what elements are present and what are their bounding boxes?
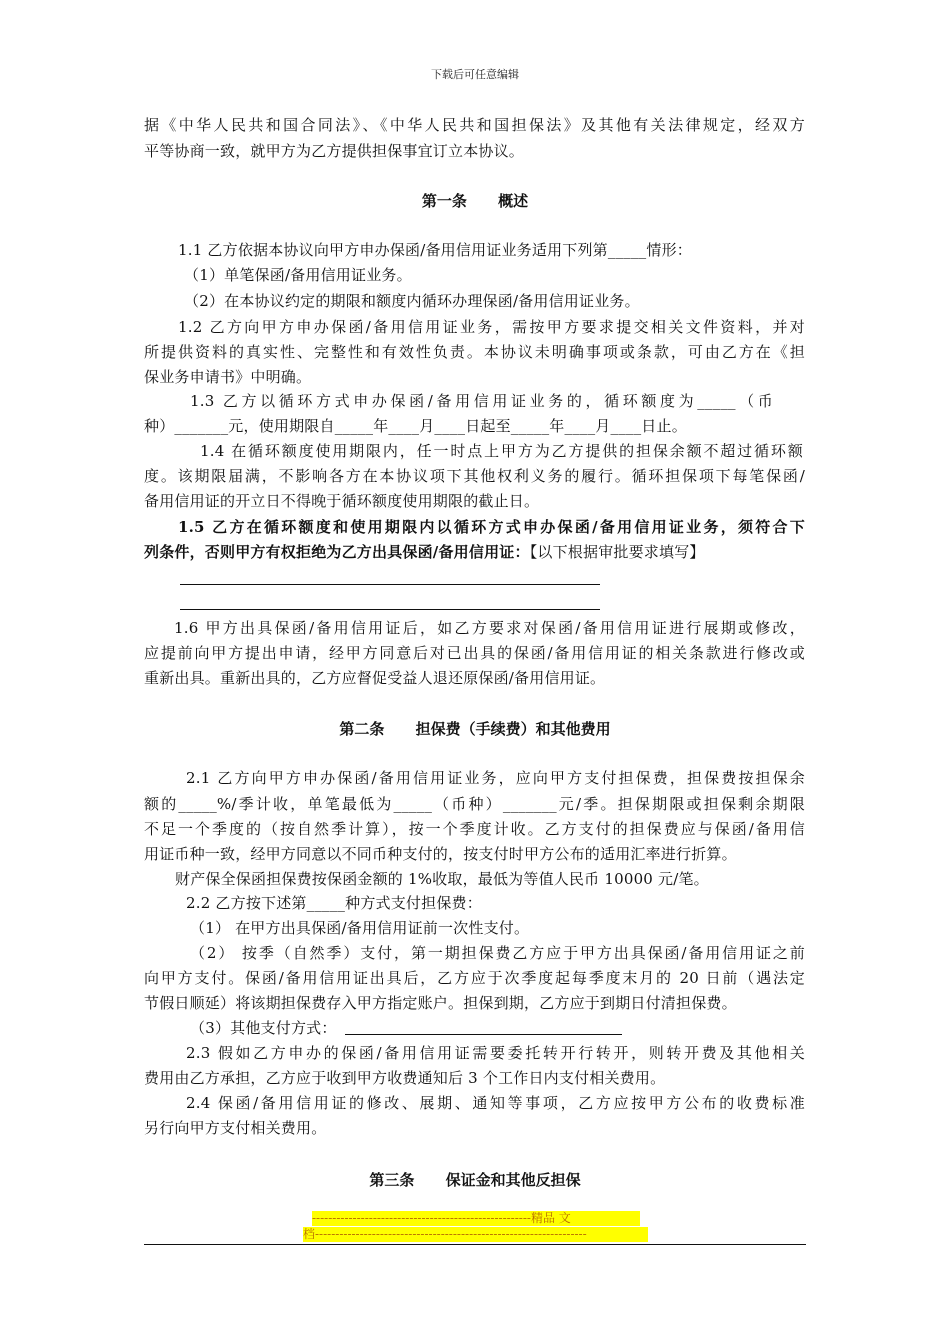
clause-1-1-option-2: （2）在本协议约定的期限和额度内循环办理保函/备用信用证业务。 <box>184 292 640 310</box>
fill-in-line-3 <box>345 1034 622 1035</box>
intro-line-1: 据《中华人民共和国合同法》、《中华人民共和国担保法》及其他有关法律规定，经双方 <box>144 116 805 134</box>
page-bottom-rule <box>144 1244 806 1245</box>
clause-1-5-line-2 <box>144 542 705 562</box>
clause-1-6-line-1: 1.6 甲方出具保函/备用信用证后，如乙方要求对保函/备用信用证进行展期或修改， <box>174 619 805 637</box>
clause-2-1-line-3: 不足一个季度的（按自然季计算），按一个季度计收。乙方支付的担保费应与保函/备用信 <box>144 820 805 838</box>
article-2-heading: 第二条 担保费（手续费）和其他费用 <box>339 720 611 738</box>
clause-2-1-line-1: 2.1 乙方向甲方申办保函/备用信用证业务，应向甲方支付担保费，担保费按担保余 <box>186 769 805 787</box>
intro-line-2: 平等协商一致，就甲方为乙方提供担保事宜订立本协议。 <box>144 142 525 160</box>
clause-2-2-option-2-line-3: 节假日顺延）将该期担保费存入甲方指定账户。担保到期，乙方应于到期日付清担保费。 <box>144 994 737 1012</box>
clause-2-4-line-1: 2.4 保函/备用信用证的修改、展期、通知等事项，乙方应按甲方公布的收费标准 <box>186 1094 805 1112</box>
clause-2-1-line-5: 财产保全保函担保费按保函金额的 1%收取，最低为等值人民币 10000 元/笔。 <box>175 870 709 888</box>
clause-1-6-line-2: 应提前向甲方提出申请，经甲方同意后对已出具的保函/备用信用证的相关条款进行修改或 <box>144 644 805 662</box>
footer-watermark-line-2: 档------------------------------------------------------------------- <box>303 1227 648 1242</box>
clause-1-2-line-1: 1.2 乙方向甲方申办保函/备用信用证业务，需按甲方要求提交相关文件资料，并对 <box>178 318 805 336</box>
clause-2-2-option-2-line-2: 向甲方支付。保函/备用信用证出具后，乙方应于次季度起每季度末月的 20 日前（遇法定 <box>144 969 805 987</box>
clause-1-1-option-1: （1）单笔保函/备用信用证业务。 <box>184 266 412 284</box>
article-1-heading: 第一条 概述 <box>421 192 529 210</box>
clause-2-2-option-3: （3）其他支付方式： <box>190 1019 337 1037</box>
clause-1-6-line-3: 重新出具。重新出具的，乙方应督促受益人退还原保函/备用信用证。 <box>144 669 606 687</box>
clause-1-5-fill-note: 【以下根据审批要求填写】 <box>529 543 705 561</box>
clause-1-4-line-1: 1.4 在循环额度使用期限内，任一时点上甲方为乙方提供的担保余额不超过循环额 <box>200 442 803 460</box>
article-3-heading: 第三条 保证金和其他反担保 <box>369 1171 581 1189</box>
clause-1-3-line-1: 1.3 乙方以循环方式申办保函/备用信用证业务的，循环额度为_____（币 <box>190 392 773 410</box>
clause-2-2-option-2-line-1: （2） 按季（自然季）支付，第一期担保费乙方应于甲方出具保函/备用信用证之前 <box>190 944 805 962</box>
fill-in-line-2 <box>180 609 600 610</box>
clause-2-1-line-4: 用证币种一致，经甲方同意以不同币种支付的，按支付时甲方公布的适用汇率进行折算。 <box>144 845 737 863</box>
clause-1-5-line-1: 1.5 乙方在循环额度和使用期限内以循环方式申办保函/备用信用证业务，须符合下 <box>178 518 805 536</box>
clause-1-5-line-2-text: 列条件，否则甲方有权拒绝为乙方出具保函/备用信用证： <box>144 543 530 561</box>
clause-2-1-line-2: 额的_____%/季计收，单笔最低为_____（币种）_______元/季。担保期限或担保剩余期限 <box>144 795 805 813</box>
clause-2-3-line-2: 费用由乙方承担，乙方应于收到甲方收费通知后 3 个工作日内支付相关费用。 <box>144 1069 666 1087</box>
clause-1-1: 1.1 乙方依据本协议向甲方申办保函/备用信用证业务适用下列第_____情形： <box>178 241 692 259</box>
clause-1-2-line-2: 所提供资料的真实性、完整性和有效性负责。本协议未明确事项或条款，可由乙方在《担 <box>144 343 805 361</box>
clause-2-2-option-1: （1） 在甲方出具保函/备用信用证前一次性支付。 <box>190 919 530 937</box>
footer-watermark-line-1: ------------------------------------------------------精品 文 <box>312 1211 640 1226</box>
clause-1-3-line-2: 种）_______元，使用期限自_____年____月____日起至_____年____月____日止。 <box>144 417 687 435</box>
clause-2-4-line-2: 另行向甲方支付相关费用。 <box>144 1119 327 1137</box>
header-note: 下载后可任意编辑 <box>431 68 519 81</box>
clause-2-2: 2.2 乙方按下述第_____种方式支付担保费： <box>186 894 482 912</box>
clause-1-4-line-3: 备用信用证的开立日不得晚于循环额度使用期限的截止日。 <box>144 492 540 510</box>
fill-in-line-1 <box>180 584 600 585</box>
clause-2-3-line-1: 2.3 假如乙方申办的保函/备用信用证需要委托转开行转开，则转开费及其他相关 <box>186 1044 805 1062</box>
clause-1-4-line-2: 度。该期限届满，不影响各方在本协议项下其他权利义务的履行。循环担保项下每笔保函/ <box>144 467 805 485</box>
clause-1-2-line-3: 保业务申请书》中明确。 <box>144 368 312 386</box>
